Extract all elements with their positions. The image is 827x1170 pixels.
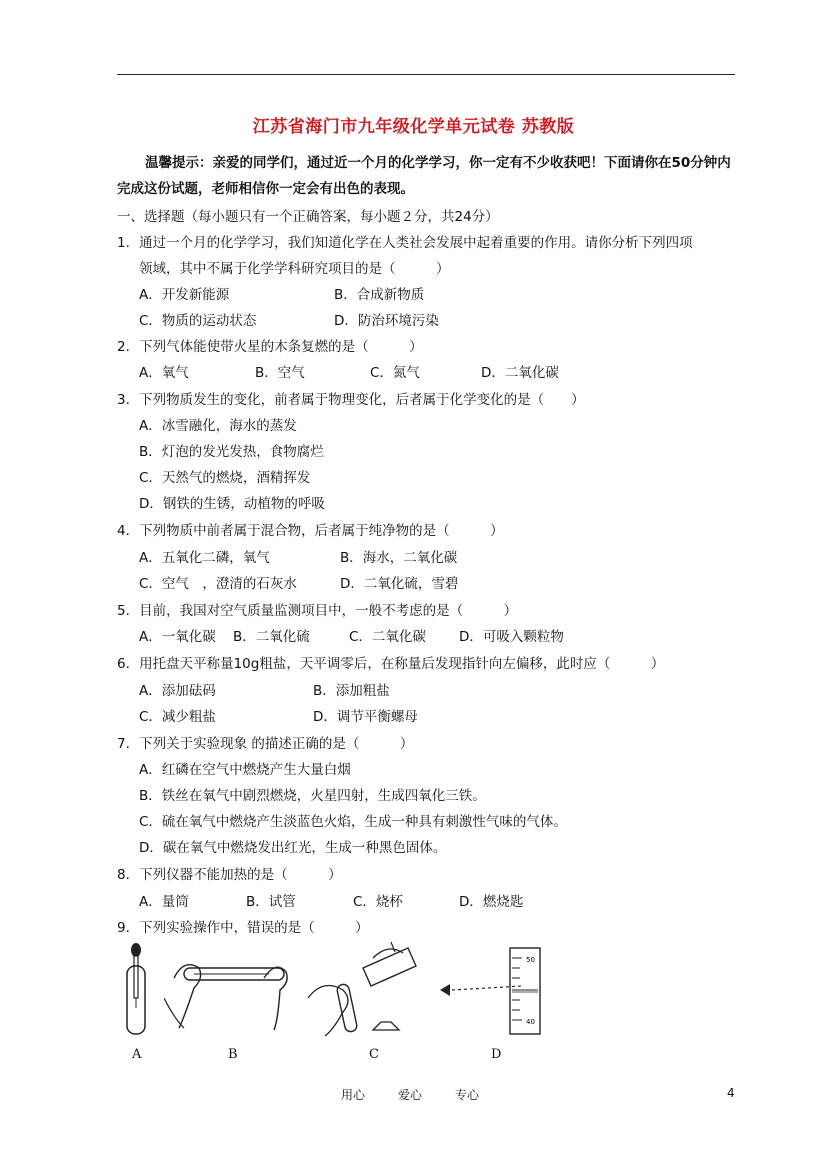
question-7-option-b: B．铁丝在氧气中剧烈燃烧，火星四射，生成四氧化三铁。 [139,788,486,804]
figure-b-hands-test-tube [164,938,294,1038]
question-8-option-c: C．烧杯 [353,894,403,910]
question-1-stem: 1．通过一个月的化学学习，我们知道化学在人类社会发展中起着重要的作用。请你分析下列四项 [117,235,693,251]
figure-label-a: A [132,1047,142,1062]
question-3-option-d: D．钢铁的生锈，动植物的呼吸 [139,496,325,512]
question-6-option-d: D．调节平衡螺母 [313,709,418,725]
cylinder-tick-40: 40 [526,1018,535,1026]
question-8-option-b: B．试管 [246,894,296,910]
question-7-option-d: D．碳在氧气中燃烧发出红光，生成一种黑色固体。 [139,840,447,856]
footer-text-3: 专心 [455,1088,480,1102]
question-5-option-d: D．可吸入颗粒物 [459,629,564,645]
figure-d-graduated-cylinder [432,938,562,1038]
figure-c-pouring [303,938,423,1043]
question-4-option-b: B．海水，二氧化碳 [340,550,458,566]
question-1-stem-cont: 领域，其中不属于化学学科研究项目的是（ ） [139,261,450,277]
page-title: 江苏省海门市九年级化学单元试卷 苏教版 [252,117,575,137]
question-1-option-b: B．合成新物质 [334,287,425,303]
question-3-option-a: A．冰雪融化，海水的蒸发 [139,418,297,434]
question-2-option-b: B．空气 [255,365,305,381]
question-8-option-a: A．量筒 [139,894,189,910]
question-3-stem: 3．下列物质发生的变化，前者属于物理变化，后者属于化学变化的是（ ） [117,392,585,408]
figure-a-dropper [118,938,158,1038]
question-6-option-a: A．添加砝码 [139,683,216,699]
question-4-stem: 4．下列物质中前者属于混合物，后者属于纯净物的是（ ） [117,523,504,539]
question-5-stem: 5．目前，我国对空气质量监测项目中，一般不考虑的是（ ） [117,603,518,619]
cylinder-tick-50: 50 [526,956,535,964]
question-4-option-c: C．空气 ，澄清的石灰水 [139,576,297,592]
question-8-option-d: D．燃烧匙 [459,894,524,910]
question-1-option-c: C．物质的运动状态 [139,313,257,329]
question-3-option-c: C．天然气的燃烧，酒精挥发 [139,470,311,486]
footer-text-2: 爱心 [398,1088,423,1102]
question-3-option-b: B．灯泡的发光发热，食物腐烂 [139,444,324,460]
question-6-option-c: C．减少粗盐 [139,709,216,725]
question-4-option-d: D．二氧化硫，雪碧 [340,576,459,592]
page-number: 4 [727,1086,735,1100]
question-2-option-a: A．氧气 [139,365,189,381]
question-1-option-d: D．防治环境污染 [334,313,439,329]
question-5-option-a: A．一氧化碳 [139,629,216,645]
question-7-stem: 7．下列关于实验现象 的描述正确的是（ ） [117,736,414,752]
figure-label-d: D [491,1047,502,1062]
figure-label-b: B [228,1047,238,1062]
question-8-stem: 8．下列仪器不能加热的是（ ） [117,867,342,883]
question-1-option-a: A．开发新能源 [139,287,230,303]
question-7-option-c: C．硫在氧气中燃烧产生淡蓝色火焰，生成一种具有刺激性气味的气体。 [139,814,567,830]
figure-label-c: C [369,1047,379,1062]
question-7-option-a: A．红磷在空气中燃烧产生大量白烟 [139,762,351,778]
header-rule [117,74,735,75]
question-2-option-d: D．二氧化碳 [481,365,559,381]
question-2-stem: 2．下列气体能使带火星的木条复燃的是（ ） [117,339,423,355]
question-6-option-b: B．添加粗盐 [313,683,390,699]
tip-paragraph: 温馨提示：亲爱的同学们，通过近一个月的化学学习，你一定有不少收获吧！下面请你在50分钟内完成这份试题，老师相信你一定会有出色的表现。 [117,155,731,197]
question-5-option-b: B．二氧化硫 [233,629,310,645]
question-6-stem: 6．用托盘天平称量10g粗盐，天平调零后，在称量后发现指针向左偏移，此时应（ ） [117,656,665,672]
question-9-stem: 9．下列实验操作中，错误的是（ ） [117,920,369,936]
footer-text-1: 用心 [341,1088,366,1102]
question-5-option-c: C．二氧化碳 [349,629,426,645]
section-heading: 一、选择题（每小题只有一个正确答案，每小题２分，共24分） [117,209,499,225]
question-4-option-a: A．五氧化二磷，氧气 [139,550,270,566]
question-2-option-c: C．氮气 [370,365,420,381]
